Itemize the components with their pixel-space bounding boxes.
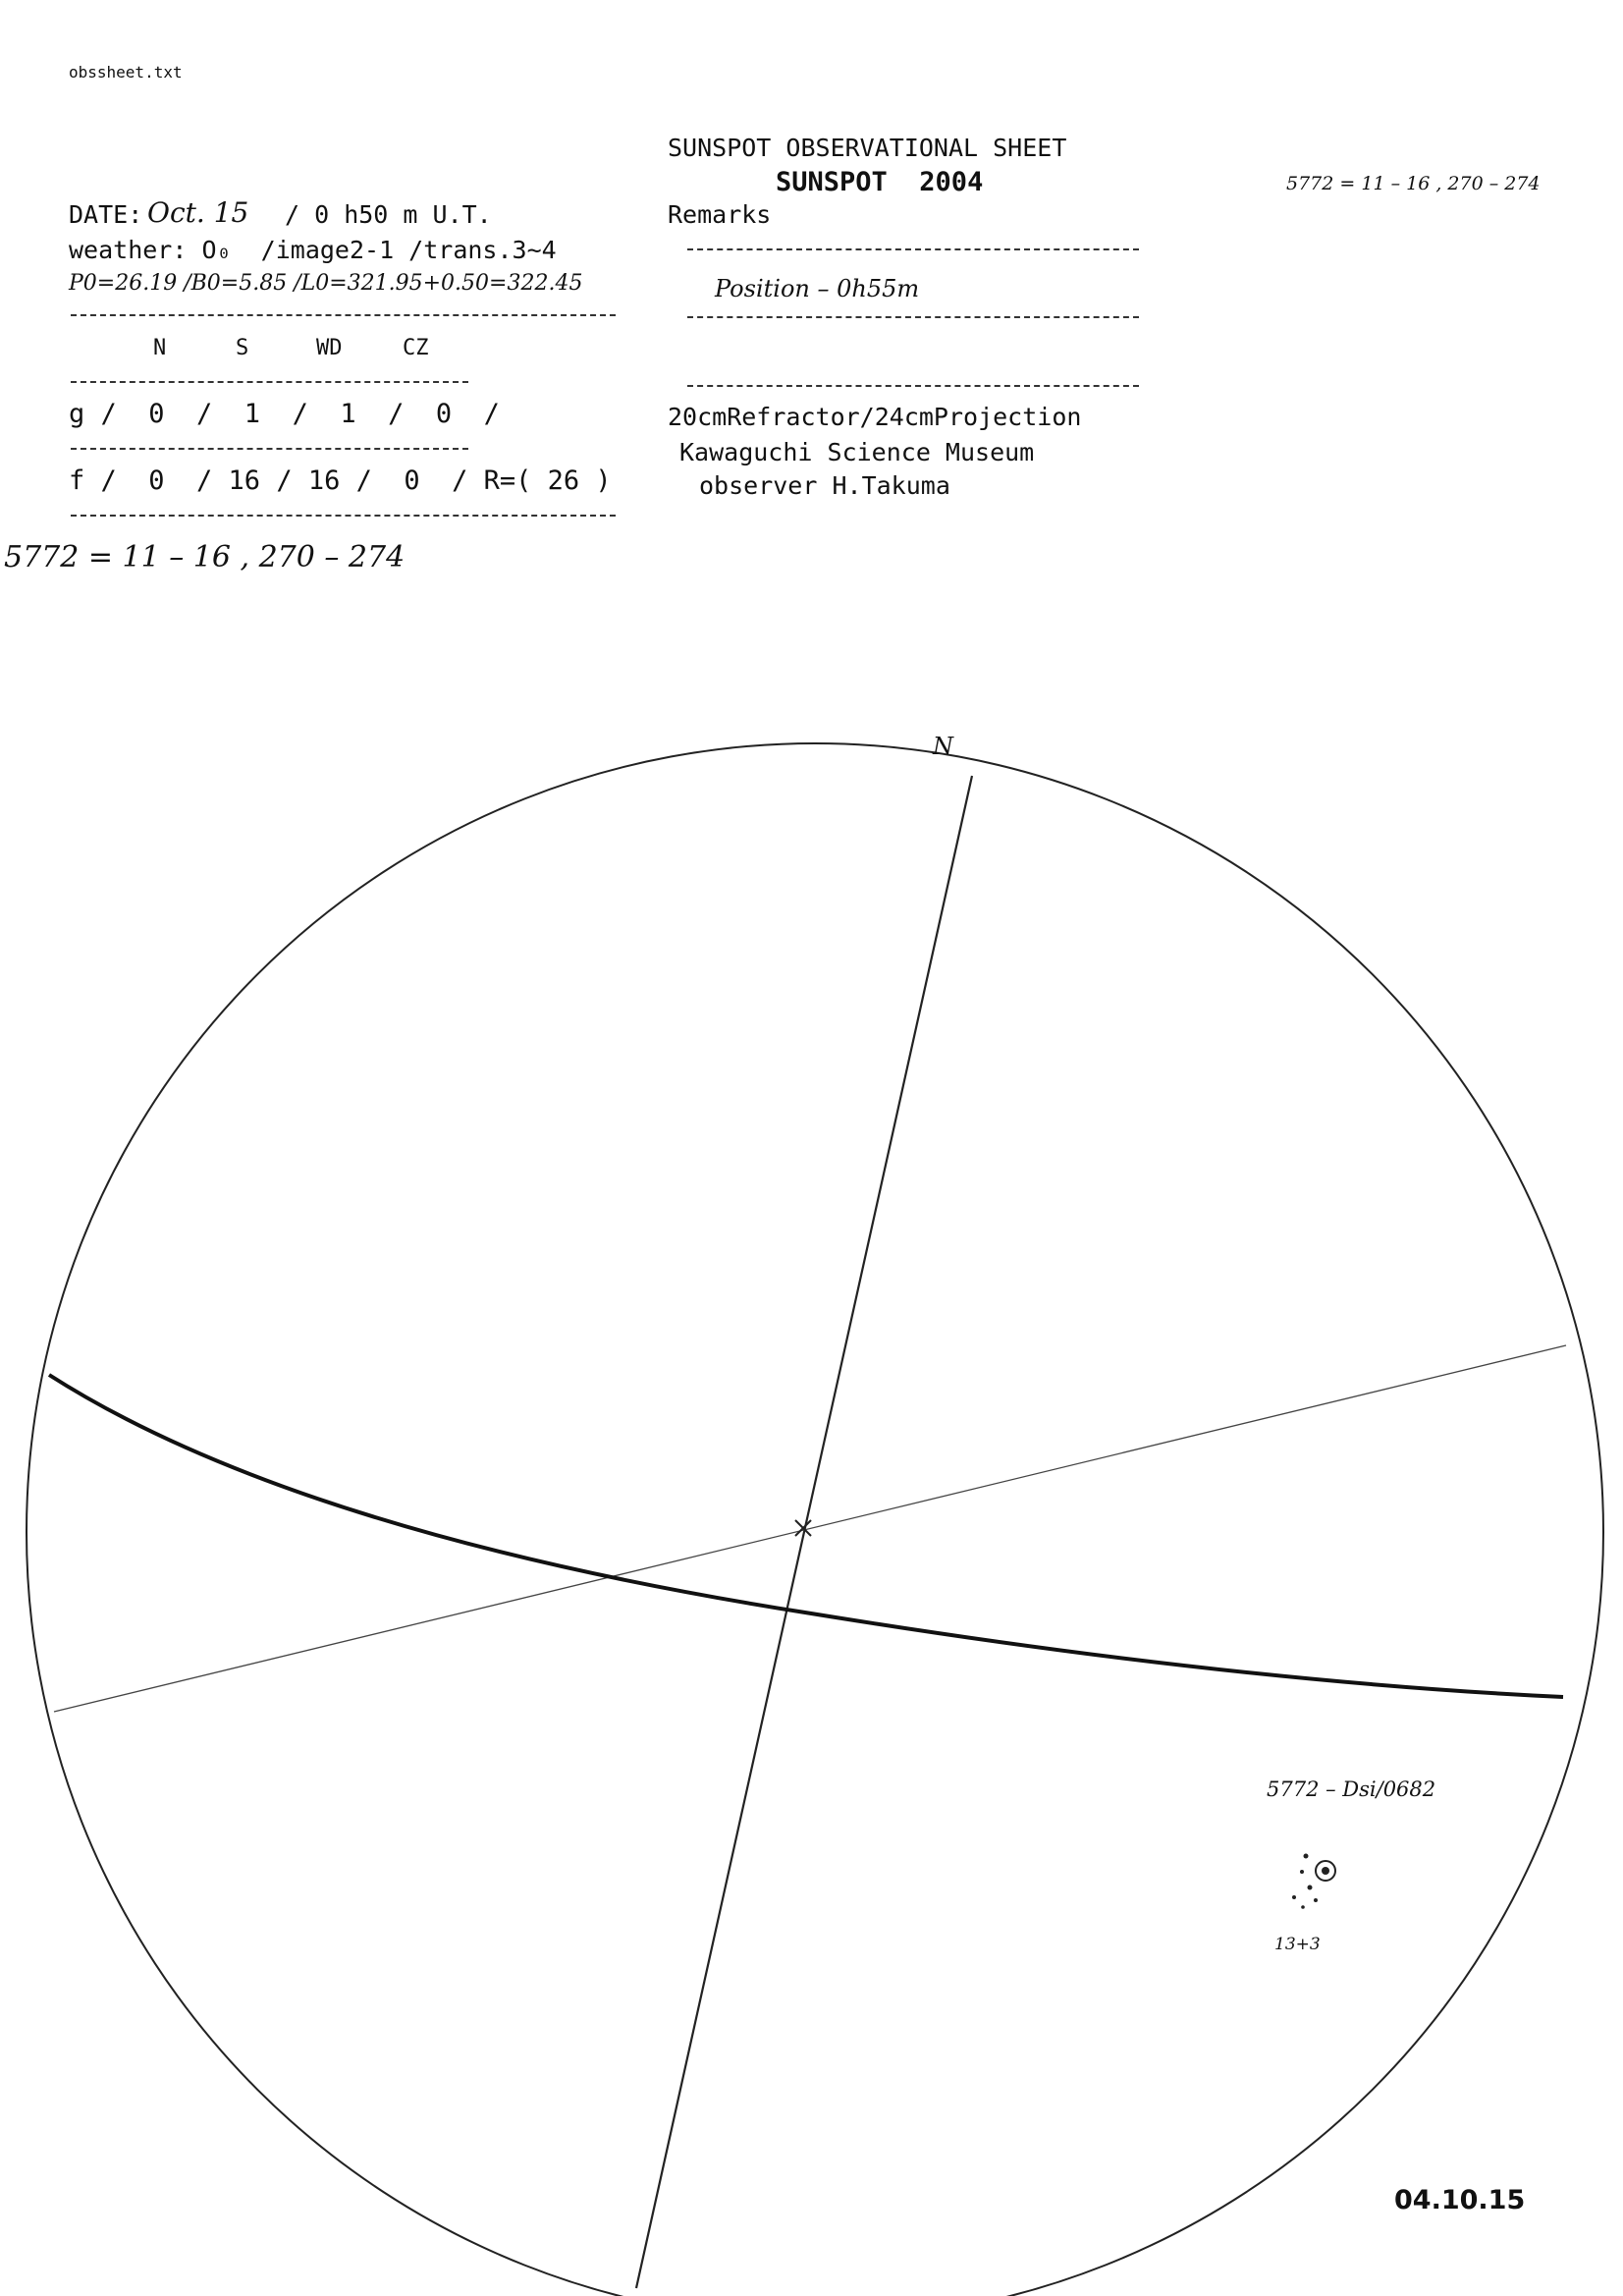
- col-wd: WD: [316, 336, 343, 360]
- date-stamp: 04.10.15: [1394, 2185, 1526, 2215]
- sheet-title: SUNSPOT OBSERVATIONAL SHEET: [668, 134, 1067, 162]
- left-note: 5772 = 11 – 16 , 270 – 274: [4, 540, 406, 574]
- north-mark: N: [933, 733, 953, 760]
- solar-equator: [49, 1375, 1563, 1697]
- col-s: S: [236, 336, 249, 360]
- sheet-subtitle: SUNSPOT 2004: [776, 167, 984, 197]
- date-label: DATE:: [69, 200, 143, 229]
- g-row: g / 0 / 1 / 1 / 0 /: [69, 399, 500, 429]
- col-n: N: [153, 336, 167, 360]
- instrument: 20cmRefractor/24cmProjection: [668, 403, 1082, 431]
- east-west-line: [54, 1345, 1566, 1712]
- top-right-note: 5772 = 11 – 16 , 270 – 274: [1286, 173, 1541, 194]
- date-value: Oct. 15: [147, 196, 249, 229]
- col-cz: CZ: [403, 336, 429, 360]
- museum: Kawaguchi Science Museum: [679, 438, 1035, 466]
- rotation-axis: [636, 776, 972, 2288]
- f-row: f / 0 / 16 / 16 / 0 / R=( 26 ): [69, 465, 612, 496]
- group-label: 5772 – Dsi/0682: [1267, 1777, 1436, 1801]
- observer: observer H.Takuma: [699, 471, 950, 500]
- remarks-note: Position – 0h55m: [715, 275, 920, 302]
- sunspot-group: [1292, 1854, 1335, 1909]
- group-count: 13+3: [1274, 1935, 1321, 1954]
- params-line: P0=26.19 /B0=5.85 /L0=321.95+0.50=322.45: [69, 271, 583, 296]
- weather-line: weather: O₀ /image2-1 /trans.3~4: [69, 236, 557, 264]
- solar-limb: [27, 743, 1603, 2296]
- file-label: obssheet.txt: [69, 63, 183, 82]
- remarks-label: Remarks: [668, 200, 772, 229]
- time-value: / 0 h50 m U.T.: [285, 200, 492, 229]
